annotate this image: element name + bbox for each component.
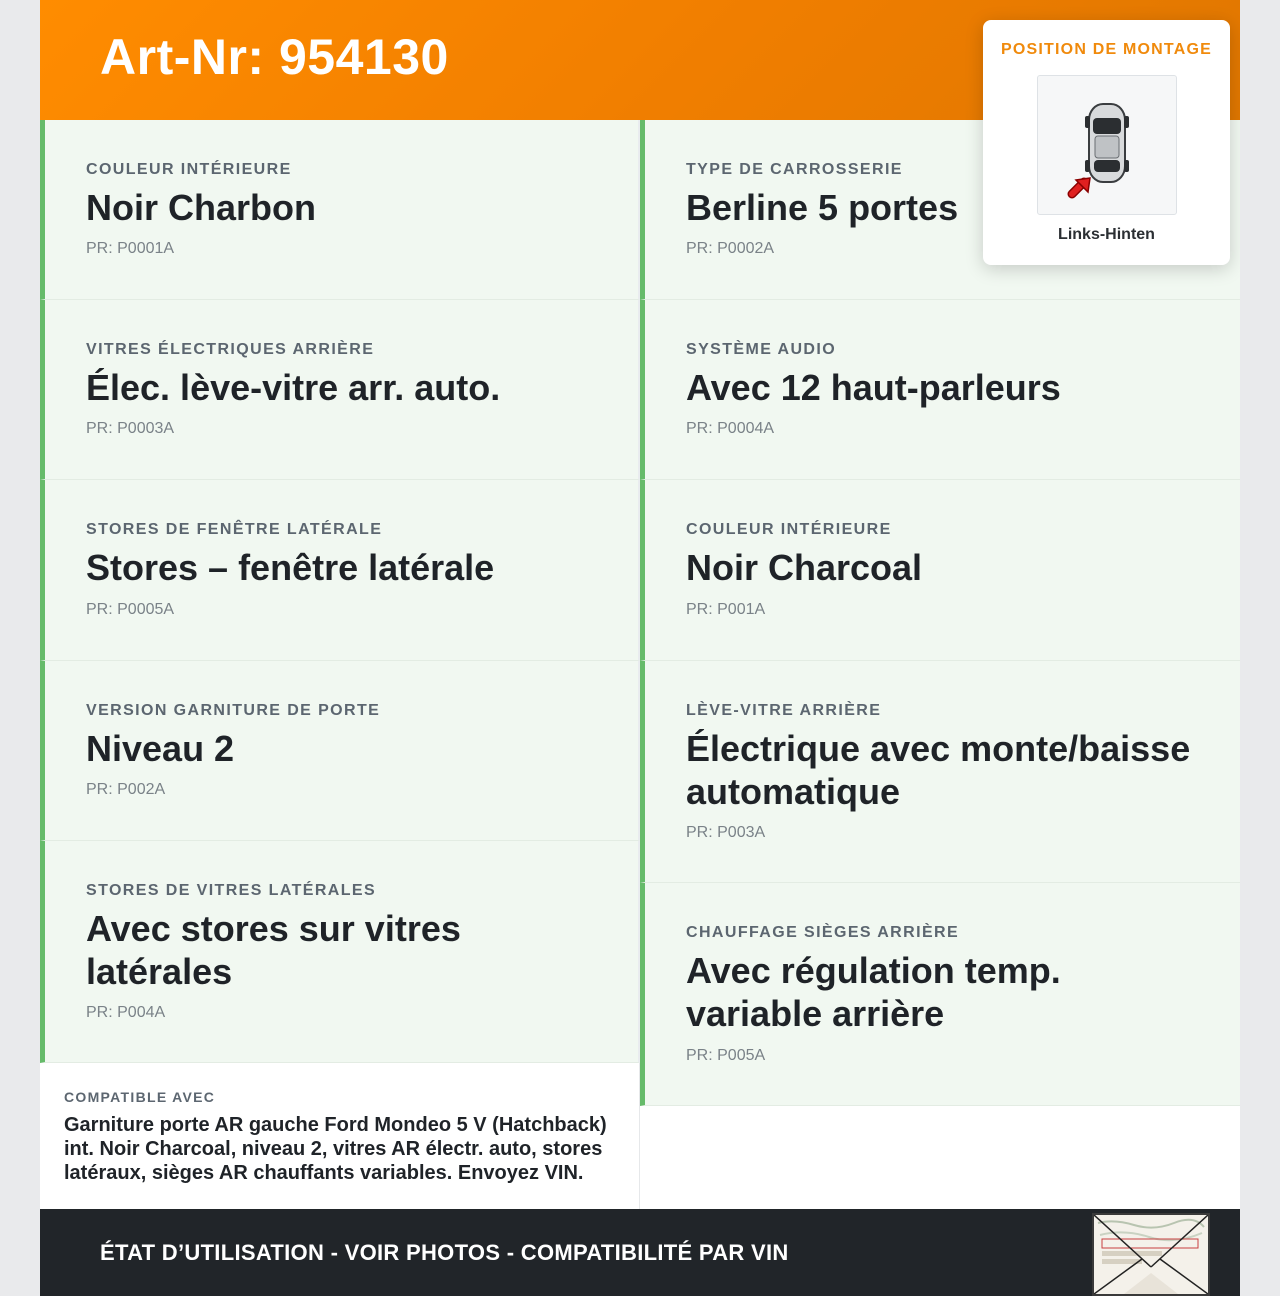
spec-cell — [640, 883, 1240, 1106]
spec-cell — [40, 120, 640, 300]
footer-bar — [40, 1209, 1240, 1296]
spec-label: TYPE DE CARROSSERIE — [686, 161, 903, 178]
spec-label: VERSION GARNITURE DE PORTE — [86, 702, 381, 719]
spec-value: Berline 5 portes — [686, 187, 959, 228]
spec-pr-code: PR: P004A — [86, 1004, 166, 1021]
spec-value: Élec. lève-vitre arr. auto. — [86, 367, 501, 408]
spec-cell — [40, 480, 640, 661]
mounting-position-label: Links-Hinten — [1058, 226, 1155, 243]
spec-label: CHAUFFAGE SIÈGES ARRIÈRE — [686, 924, 960, 941]
spec-label: VITRES ÉLECTRIQUES ARRIÈRE — [86, 341, 375, 358]
spec-cell — [40, 841, 640, 1063]
car-top-view-icon — [1037, 75, 1177, 215]
spec-pr-code: PR: P0004A — [686, 420, 775, 437]
spec-cell — [640, 480, 1240, 661]
spec-value: Niveau 2 — [86, 728, 235, 769]
mounting-position-card — [983, 20, 1230, 265]
spec-pr-code: PR: P0001A — [86, 240, 175, 257]
spec-pr-code: PR: P0002A — [686, 240, 775, 257]
spec-cell — [40, 300, 640, 480]
spec-cell — [640, 661, 1240, 883]
compatibility-label: COMPATIBLE AVEC — [64, 1089, 216, 1105]
spec-value: Noir Charcoal — [686, 547, 923, 588]
spec-label: SYSTÈME AUDIO — [686, 341, 837, 358]
spec-value: Électrique avec monte/baisse automatique — [686, 728, 1191, 812]
spec-label: STORES DE FENÊTRE LATÉRALE — [86, 521, 383, 538]
spec-label: LÈVE-VITRE ARRIÈRE — [686, 702, 882, 719]
spec-pr-code: PR: P0005A — [86, 601, 175, 618]
spec-pr-code: PR: P002A — [86, 781, 166, 798]
footer-text: ÉTAT D’UTILISATION - VOIR PHOTOS - COMPATIBILITÉ PAR VIN — [100, 1240, 789, 1265]
compatibility-box — [40, 1063, 640, 1209]
spec-value: Avec stores sur vitres latérales — [86, 908, 461, 992]
product-sheet — [40, 0, 1240, 1296]
spec-cell — [40, 661, 640, 841]
spec-label: COULEUR INTÉRIEURE — [86, 161, 292, 178]
article-number-title: Art-Nr: 954130 — [100, 29, 449, 85]
spec-pr-code: PR: P005A — [686, 1047, 766, 1064]
spec-pr-code: PR: P003A — [686, 824, 766, 841]
spec-pr-code: PR: P0003A — [86, 420, 175, 437]
spec-value: Avec 12 haut-parleurs — [686, 367, 1061, 408]
spec-label: COULEUR INTÉRIEURE — [686, 521, 892, 538]
mounting-position-title: POSITION DE MONTAGE — [1001, 41, 1212, 58]
compatibility-text: Garniture porte AR gauche Ford Mondeo 5 V (Hatchback) int. Noir Charcoal, niveau 2, vitres AR électr. auto, stores latéraux, sièges AR chauffants variables. Envoyez VIN. — [64, 1114, 607, 1184]
spec-label: STORES DE VITRES LATÉRALES — [86, 882, 377, 899]
document-stamp-icon — [1092, 1213, 1210, 1296]
spec-value: Noir Charbon — [86, 187, 316, 228]
red-arrow-icon — [1072, 178, 1090, 194]
spec-cell — [640, 300, 1240, 480]
spec-value: Stores – fenêtre latérale — [86, 547, 495, 588]
spec-pr-code: PR: P001A — [686, 601, 766, 618]
spec-value: Avec régulation temp. variable arrière — [686, 950, 1061, 1034]
